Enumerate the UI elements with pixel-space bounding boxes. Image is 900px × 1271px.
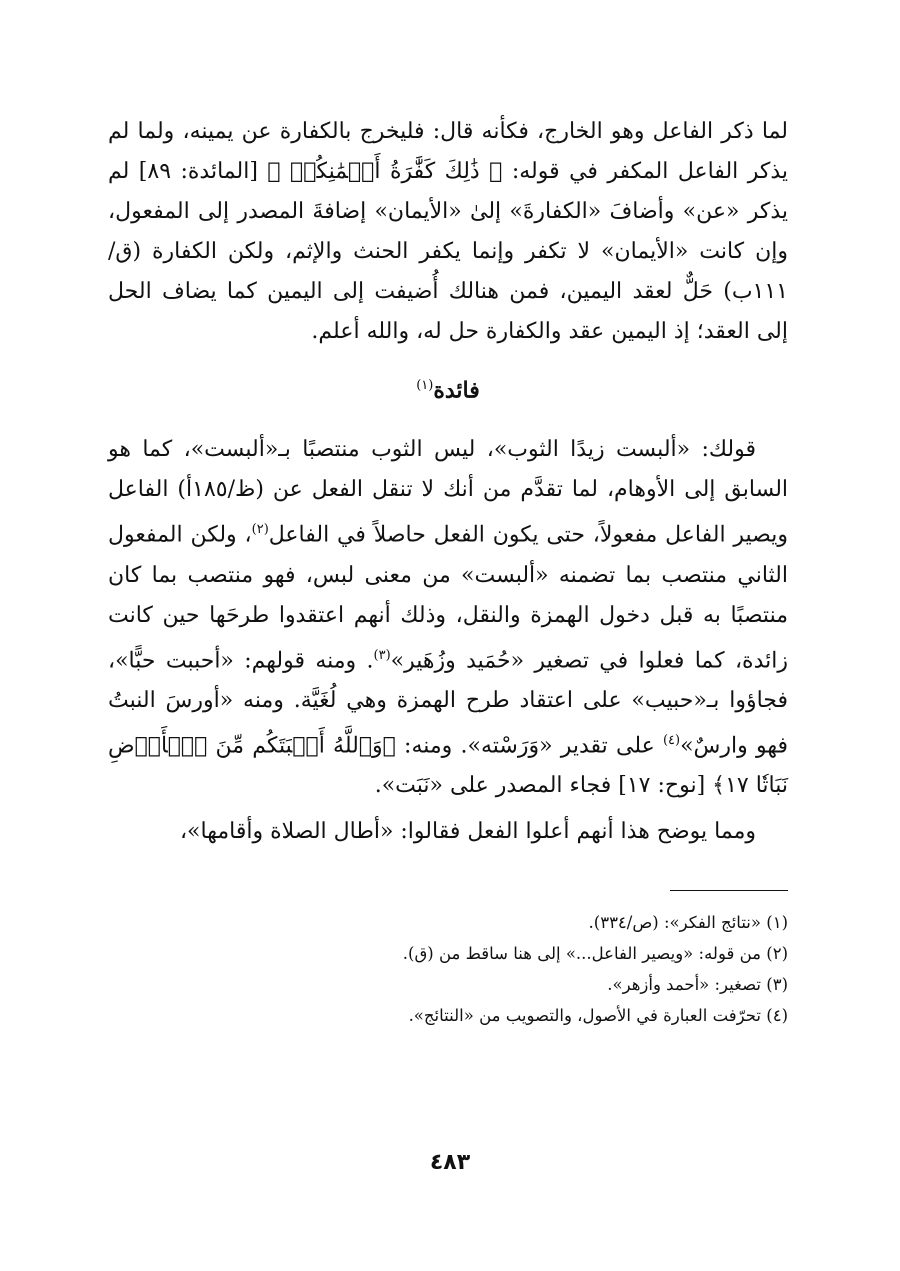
footnote-ref-4: (٤) bbox=[662, 732, 681, 748]
paragraph-3: ومما يوضح هذا أنهم أعلوا الفعل فقالوا: «أطال الصلاة وأقامها»، bbox=[179, 819, 756, 845]
footnote-divider bbox=[670, 890, 788, 891]
paragraph-1: لما ذكر الفاعل وهو الخارج، فكأنه قال: فليخرج بالكفارة عن يمينه، ولما لم يذكر الفاعل المكفر في قوله: ﴿ ذَٰلِكَ كَفَّٰرَةُ أَيۡمَٰنِكُمۡ ﴾ [المائدة: ٨٩] لم يذكر «عن» وأضافَ «الكفارةَ» إلىٰ «الأيمان» إضافةَ المصدر إلى المفعول، وإن كانت «الأيمان» لا تكفر وإنما يكفر الحنث والإثم، ولكن الكفارة (ق/١١١ب) حَلٌّ لعقد اليمين، فمن هنالك أُضيفت إلى اليمين كما يضاف الحل إلى العقد؛ إذ اليمين عقد والكفارة حل له، والله أعلم. bbox=[108, 119, 788, 344]
page-body bbox=[108, 112, 788, 1031]
footnote-ref-3: (٣) bbox=[373, 647, 391, 663]
section-heading bbox=[108, 366, 788, 410]
paragraph-2-part-c: . ومنه قولهم: «أحببت حبًّا»، فجاؤوا بـ«حبيب» على اعتقاد طرح الهمزة وهي لُغَيَّة. ومنه «أورسَ النبتُ فهو وارسٌ» bbox=[108, 647, 788, 759]
footnotes bbox=[108, 907, 788, 1031]
paragraph-2-part-b: ، ولكن المفعول الثاني منتصب بما تضمنه «ألبست» من معنى لبس، فهو منتصب بما كان منتصبًا به قبل دخول الهمزة والنقل، وذلك أنهم اعتقدوا طرحَها حين كانت زائدة، كما فعلوا في تصغير «حُمَيد وزُهَير» bbox=[108, 522, 788, 673]
footnote-4: (٤) تحرّفت العبارة في الأصول، والتصويب من «النتائج». bbox=[408, 1006, 788, 1026]
footnote-1: (١) «نتائج الفكر»: (ص/٣٣٤). bbox=[588, 913, 788, 933]
heading-text: فائدة bbox=[433, 377, 480, 404]
paragraph-2-part-d: على تقدير «وَرَسْته». ومنه: ﴿وَٱللَّهُ أَنۢبَتَكُم مِّنَ ٱلۡأَرۡضِ نَبَاتٗا ١٧﴾ [نوح: ١٧] فجاء المصدر على «نَبَت». bbox=[108, 733, 788, 799]
paragraph-2 bbox=[108, 430, 788, 806]
footnote-3: (٣) تصغير: «أحمد وأزهر». bbox=[607, 975, 788, 995]
footnote-2: (٢) من قوله: «ويصير الفاعل...» إلى هنا ساقط من (ق). bbox=[402, 944, 788, 964]
footnote-ref-2: (٢) bbox=[251, 522, 269, 538]
page-number: ٤٨٣ bbox=[429, 1150, 471, 1175]
paragraph-2-part-a: قولك: «ألبست زيدًا الثوب»، ليس الثوب منتصبًا بـ«ألبست»، كما هو السابق إلى الأوهام، لما تقدَّم من أنك لا تنقل الفعل عن (ظ/١٨٥أ) الفاعل ويصير الفاعل مفعولاً، حتى يكون الفعل حاصلاً في الفاعل bbox=[108, 437, 789, 548]
heading-footnote-ref: (١) bbox=[416, 378, 434, 393]
